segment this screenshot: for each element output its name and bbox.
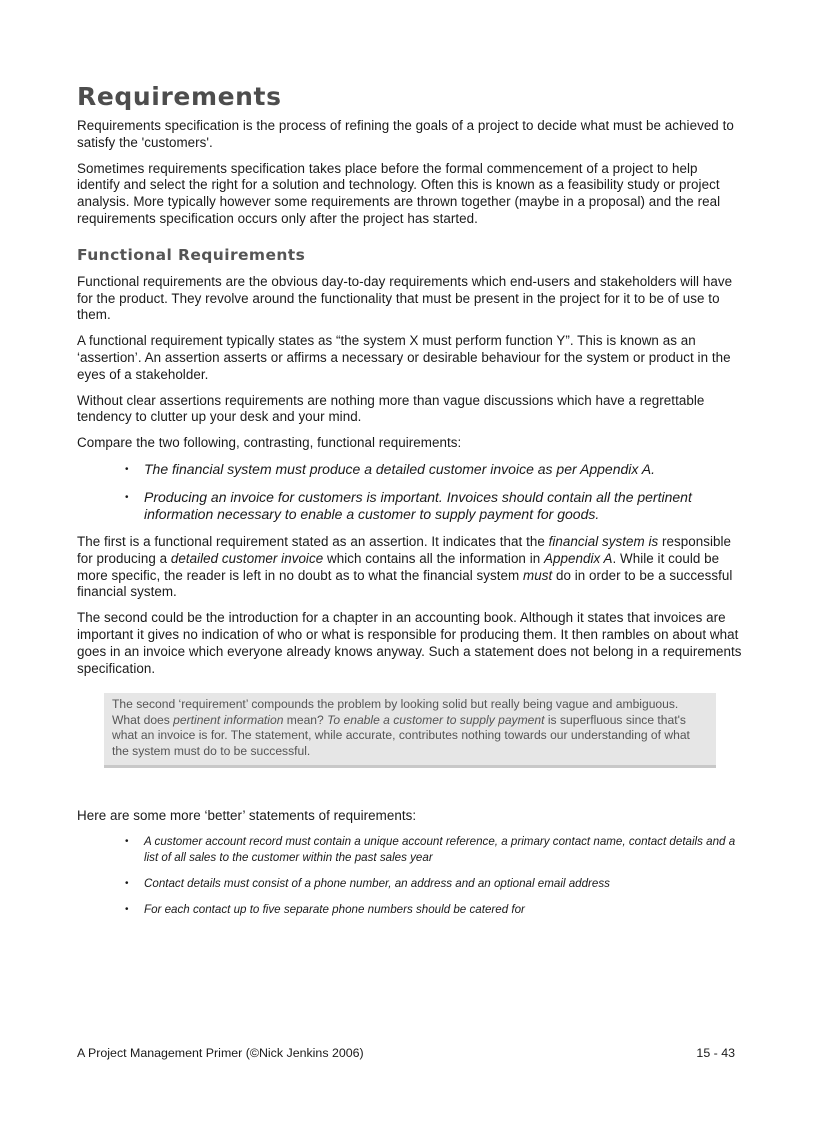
list-item: • For each contact up to five separate phone numbers should be catered for — [77, 902, 742, 918]
page-footer — [77, 1046, 735, 1060]
list-item: • Producing an invoice for customers is important. Invoices should contain all the pertinent information necessary to enable a customer to supply payment for goods. — [77, 489, 742, 523]
callout-note: The second ‘requirement’ compounds the problem by looking solid but really being vague and ambiguous. What does pertinent information mean? To enable a customer to supply payment is superfluous since that's what an invoice is for. The statement, while accurate, contributes nothing towards our understanding of what the system must do to be successful. — [104, 693, 716, 768]
functional-paragraph-4: Compare the two following, contrasting, functional requirements: — [77, 435, 462, 451]
first-explanation: The first is a functional requirement stated as an assertion. It indicates that the financial system is responsible for producing a detailed customer invoice which contains all the information in Appendix A. While it could be more specific, the reader is left in no doubt as to what the financial system must do in order to be a successful financial system. — [77, 533, 733, 600]
section-heading-functional: Functional Requirements — [77, 245, 306, 264]
functional-paragraph-3: Without clear assertions requirements are nothing more than vague discussions which have a regrettable tendency to clutter up your desk and your mind. — [77, 392, 705, 425]
functional-paragraph-1: Functional requirements are the obvious day-to-day requirements which end-users and stakeholders will have for the product. They revolve around the functionality that must be present in the project for it to be of use to them. — [77, 273, 733, 323]
list-item: • A customer account record must contain a unique account reference, a primary contact name, contact details and a list of all sales to the customer within the past sales year — [77, 834, 742, 866]
page-number: 15 - 43 — [696, 1046, 735, 1060]
contrast-list — [77, 461, 742, 523]
intro-paragraph-2: Sometimes requirements specification takes place before the formal commencement of a project to help identify and select the right for a solution and technology. Often this is known as a feasibility study or project analysis. More typically however some requirements are thrown together (maybe in a proposal) and the real requirements specification occurs only after the project has started. — [77, 160, 721, 226]
intro-paragraph-1: Requirements specification is the process of refining the goals of a project to decide what must be achieved to satisfy the 'customers'. — [77, 118, 734, 150]
list-item: • The financial system must produce a detailed customer invoice as per Appendix A. — [77, 461, 742, 478]
footer-title: A Project Management Primer (©Nick Jenkins 2006) — [77, 1046, 364, 1060]
document-page — [77, 82, 742, 928]
functional-paragraph-2: A functional requirement typically states as “the system X must perform function Y”. This is known as an ‘assertion’. An assertion asserts or affirms a necessary or desirable behaviour for the system or product in the eyes of a stakeholder. — [77, 333, 731, 382]
list-item: • Contact details must consist of a phone number, an address and an optional email address — [77, 876, 742, 892]
better-intro: Here are some more ‘better’ statements of requirements: — [77, 808, 417, 824]
second-explanation: The second could be the introduction for a chapter in an accounting book. Although it states that invoices are important it gives no indication of who or what is responsible for producing them. It then rambles on about what goes in an invoice which everyone already knows anyway. Such a statement does not belong in a requirements specification. — [77, 610, 742, 676]
better-list — [77, 834, 742, 918]
page-title: Requirements — [77, 82, 282, 111]
